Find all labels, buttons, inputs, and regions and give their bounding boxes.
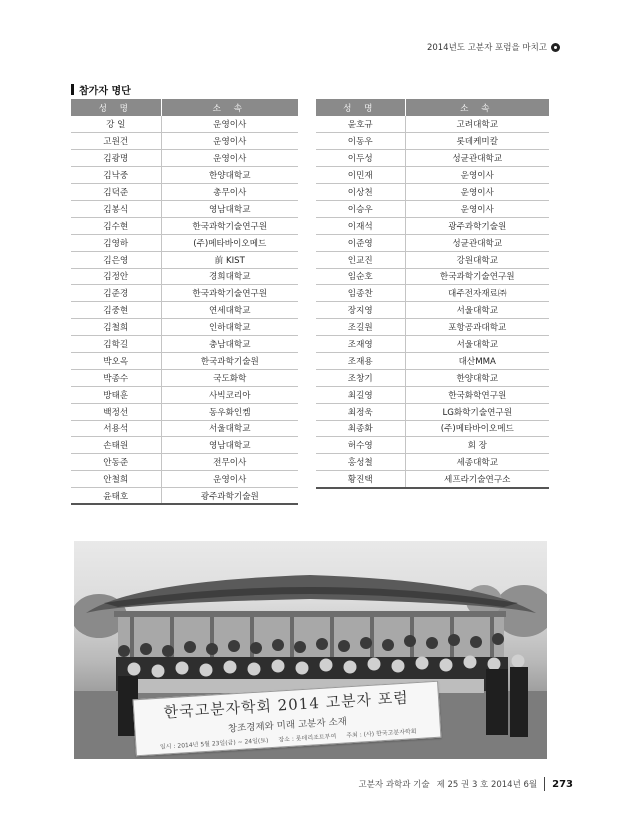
table-row bbox=[71, 116, 298, 133]
table-row bbox=[71, 217, 298, 234]
table-row bbox=[316, 471, 549, 488]
participant-affiliation: 한국과학기술원 bbox=[161, 352, 298, 369]
table-row bbox=[316, 369, 549, 386]
participant-affiliation: 세프라기술연구소 bbox=[405, 471, 549, 488]
table-row bbox=[316, 133, 549, 150]
table-row bbox=[71, 488, 298, 505]
participant-affiliation: 동우화인켐 bbox=[161, 403, 298, 420]
participant-affiliation: 서울대학교 bbox=[161, 420, 298, 437]
participant-affiliation: 서울대학교 bbox=[405, 336, 549, 353]
column-header-affiliation: 소 속 bbox=[405, 99, 549, 116]
participant-name: 김봉식 bbox=[71, 200, 161, 217]
participant-affiliation: 운영이사 bbox=[161, 133, 298, 150]
running-header bbox=[427, 41, 560, 53]
section-heading bbox=[71, 82, 131, 97]
table-row bbox=[316, 454, 549, 471]
page-number: 273 bbox=[552, 778, 573, 790]
participant-name: 최길영 bbox=[316, 386, 405, 403]
bullet-circle-icon bbox=[551, 43, 560, 52]
participant-name: 방태훈 bbox=[71, 386, 161, 403]
table-row bbox=[316, 150, 549, 167]
participant-name: 조재영 bbox=[316, 336, 405, 353]
participant-name: 윤태호 bbox=[71, 488, 161, 505]
table-row bbox=[71, 471, 298, 488]
participant-name: 서용석 bbox=[71, 420, 161, 437]
participant-affiliation: 운영이사 bbox=[161, 471, 298, 488]
participants-table-left bbox=[71, 99, 298, 505]
participant-affiliation: 한양대학교 bbox=[161, 167, 298, 184]
table-row bbox=[316, 234, 549, 251]
participant-affiliation: 성균관대학교 bbox=[405, 150, 549, 167]
participant-name: 김수현 bbox=[71, 217, 161, 234]
table-row bbox=[316, 319, 549, 336]
participant-name: 이민재 bbox=[316, 167, 405, 184]
table-row bbox=[316, 437, 549, 454]
participant-affiliation: 롯데케미칼 bbox=[405, 133, 549, 150]
table-row bbox=[316, 336, 549, 353]
participant-name: 손태원 bbox=[71, 437, 161, 454]
table-header-row bbox=[71, 99, 298, 116]
participant-name: 윤호규 bbox=[316, 116, 405, 133]
participant-affiliation: 세종대학교 bbox=[405, 454, 549, 471]
table-row bbox=[71, 150, 298, 167]
table-row bbox=[71, 133, 298, 150]
participant-name: 이상천 bbox=[316, 184, 405, 201]
participant-name: 장지영 bbox=[316, 302, 405, 319]
table-row bbox=[71, 403, 298, 420]
participant-name: 이동우 bbox=[316, 133, 405, 150]
participant-name: 김준경 bbox=[71, 285, 161, 302]
participant-affiliation: 회 장 bbox=[405, 437, 549, 454]
table-row bbox=[316, 184, 549, 201]
participant-name: 김낙중 bbox=[71, 167, 161, 184]
participant-name: 이두성 bbox=[316, 150, 405, 167]
participant-affiliation: 서울대학교 bbox=[405, 302, 549, 319]
banner-host: 주최 : (사) 한국고분자학회 bbox=[346, 728, 417, 740]
participant-affiliation: 한국과학기술연구원 bbox=[161, 285, 298, 302]
journal-name: 고분자 과학과 기술 bbox=[358, 780, 430, 790]
participant-affiliation: LG화학기술연구원 bbox=[405, 403, 549, 420]
participant-affiliation: 한국화학연구원 bbox=[405, 386, 549, 403]
table-row bbox=[316, 116, 549, 133]
table-row bbox=[71, 420, 298, 437]
participant-affiliation: 경희대학교 bbox=[161, 268, 298, 285]
participant-name: 박종수 bbox=[71, 369, 161, 386]
table-row bbox=[316, 217, 549, 234]
table-row bbox=[71, 352, 298, 369]
table-row bbox=[71, 302, 298, 319]
table-header-row bbox=[316, 99, 549, 116]
table-row bbox=[71, 200, 298, 217]
participant-affiliation: 한국과학기술연구원 bbox=[405, 268, 549, 285]
table-row bbox=[71, 319, 298, 336]
participant-name: 안동준 bbox=[71, 454, 161, 471]
table-row bbox=[316, 302, 549, 319]
participant-name: 조창기 bbox=[316, 369, 405, 386]
participant-name: 이승우 bbox=[316, 200, 405, 217]
participant-affiliation: 광주과학기술원 bbox=[405, 217, 549, 234]
participant-affiliation: 영남대학교 bbox=[161, 437, 298, 454]
participant-affiliation: 총무이사 bbox=[161, 184, 298, 201]
table-row bbox=[71, 386, 298, 403]
table-row bbox=[316, 386, 549, 403]
participant-affiliation: 운영이사 bbox=[405, 167, 549, 184]
participant-name: 최정욱 bbox=[316, 403, 405, 420]
column-header-name: 성 명 bbox=[71, 99, 161, 116]
banner-subtitle: 창조경제와 미래 고분자 소재 bbox=[227, 716, 348, 735]
participant-name: 김철희 bbox=[71, 319, 161, 336]
participant-name: 김정안 bbox=[71, 268, 161, 285]
participant-affiliation: 인하대학교 bbox=[161, 319, 298, 336]
participant-affiliation: 고려대학교 bbox=[405, 116, 549, 133]
participant-affiliation: (주)메타바이오메드 bbox=[405, 420, 549, 437]
table-row bbox=[71, 336, 298, 353]
participant-name: 황진택 bbox=[316, 471, 405, 488]
group-photo bbox=[74, 541, 547, 759]
table-row bbox=[316, 251, 549, 268]
participant-name: 김덕준 bbox=[71, 184, 161, 201]
participant-name: 강 일 bbox=[71, 116, 161, 133]
table-row bbox=[71, 454, 298, 471]
participant-name: 이준영 bbox=[316, 234, 405, 251]
participants-table-right bbox=[316, 99, 549, 489]
participant-affiliation: 한국과학기술연구원 bbox=[161, 217, 298, 234]
table-body bbox=[316, 116, 549, 488]
participant-name: 조길원 bbox=[316, 319, 405, 336]
table-row bbox=[316, 200, 549, 217]
participant-affiliation: 충남대학교 bbox=[161, 336, 298, 353]
footer-divider bbox=[544, 777, 545, 791]
participant-name: 김학길 bbox=[71, 336, 161, 353]
table-row bbox=[71, 369, 298, 386]
participant-affiliation: 광주과학기술원 bbox=[161, 488, 298, 505]
participant-name: 백정선 bbox=[71, 403, 161, 420]
column-header-name: 성 명 bbox=[316, 99, 405, 116]
participant-name: 김중현 bbox=[71, 302, 161, 319]
banner-date: 일시 : 2014년 5월 23일(금) ~ 24일(토) bbox=[159, 737, 269, 751]
column-header-affiliation: 소 속 bbox=[161, 99, 298, 116]
participant-name: 이재석 bbox=[316, 217, 405, 234]
table-row bbox=[71, 167, 298, 184]
table-row bbox=[316, 352, 549, 369]
table-row bbox=[316, 167, 549, 184]
table-row bbox=[316, 420, 549, 437]
participant-affiliation: 강원대학교 bbox=[405, 251, 549, 268]
table-row bbox=[71, 251, 298, 268]
participant-name: 김광명 bbox=[71, 150, 161, 167]
participant-name: 허수영 bbox=[316, 437, 405, 454]
table-row bbox=[71, 268, 298, 285]
issue-info: 제 25 권 3 호 2014년 6월 bbox=[436, 780, 538, 790]
participant-name: 조재용 bbox=[316, 352, 405, 369]
table-row bbox=[71, 285, 298, 302]
participant-affiliation: 前 KIST bbox=[161, 251, 298, 268]
participant-affiliation: 사빅코리아 bbox=[161, 386, 298, 403]
banner-title: 한국고분자학회 2014 고분자 포럼 bbox=[163, 688, 410, 722]
participant-affiliation: 운영이사 bbox=[161, 116, 298, 133]
section-title-text: 참가자 명단 bbox=[79, 86, 131, 97]
participant-affiliation: 성균관대학교 bbox=[405, 234, 549, 251]
participant-name: 최종화 bbox=[316, 420, 405, 437]
participant-affiliation: 국도화학 bbox=[161, 369, 298, 386]
participant-name: 안철희 bbox=[71, 471, 161, 488]
participant-affiliation: 영남대학교 bbox=[161, 200, 298, 217]
participant-affiliation: 대주전자재료㈜ bbox=[405, 285, 549, 302]
banner-venue: 장소 : 롯데리조트부여 bbox=[278, 733, 337, 744]
participant-name: 고원건 bbox=[71, 133, 161, 150]
participant-affiliation: 운영이사 bbox=[161, 150, 298, 167]
participant-name: 김영하 bbox=[71, 234, 161, 251]
table-row bbox=[316, 285, 549, 302]
running-title: 2014년도 고분자 포럼을 마치고 bbox=[426, 43, 547, 53]
participant-name: 홍성철 bbox=[316, 454, 405, 471]
participant-affiliation: (주)메타바이오메드 bbox=[161, 234, 298, 251]
participant-name: 임순호 bbox=[316, 268, 405, 285]
participant-affiliation: 전무이사 bbox=[161, 454, 298, 471]
participant-name: 인교진 bbox=[316, 251, 405, 268]
table-row bbox=[316, 403, 549, 420]
table-row bbox=[71, 184, 298, 201]
participant-name: 박오옥 bbox=[71, 352, 161, 369]
participant-affiliation: 운영이사 bbox=[405, 184, 549, 201]
table-row bbox=[71, 437, 298, 454]
table-row bbox=[316, 268, 549, 285]
participant-affiliation: 운영이사 bbox=[405, 200, 549, 217]
participant-name: 김은영 bbox=[71, 251, 161, 268]
table-body bbox=[71, 116, 298, 504]
heading-bar-icon bbox=[71, 84, 74, 95]
participant-name: 임종찬 bbox=[316, 285, 405, 302]
participant-affiliation: 포항공과대학교 bbox=[405, 319, 549, 336]
participant-affiliation: 한양대학교 bbox=[405, 369, 549, 386]
participant-affiliation: 연세대학교 bbox=[161, 302, 298, 319]
participant-affiliation: 대산MMA bbox=[405, 352, 549, 369]
page-footer bbox=[359, 777, 574, 791]
table-row bbox=[71, 234, 298, 251]
